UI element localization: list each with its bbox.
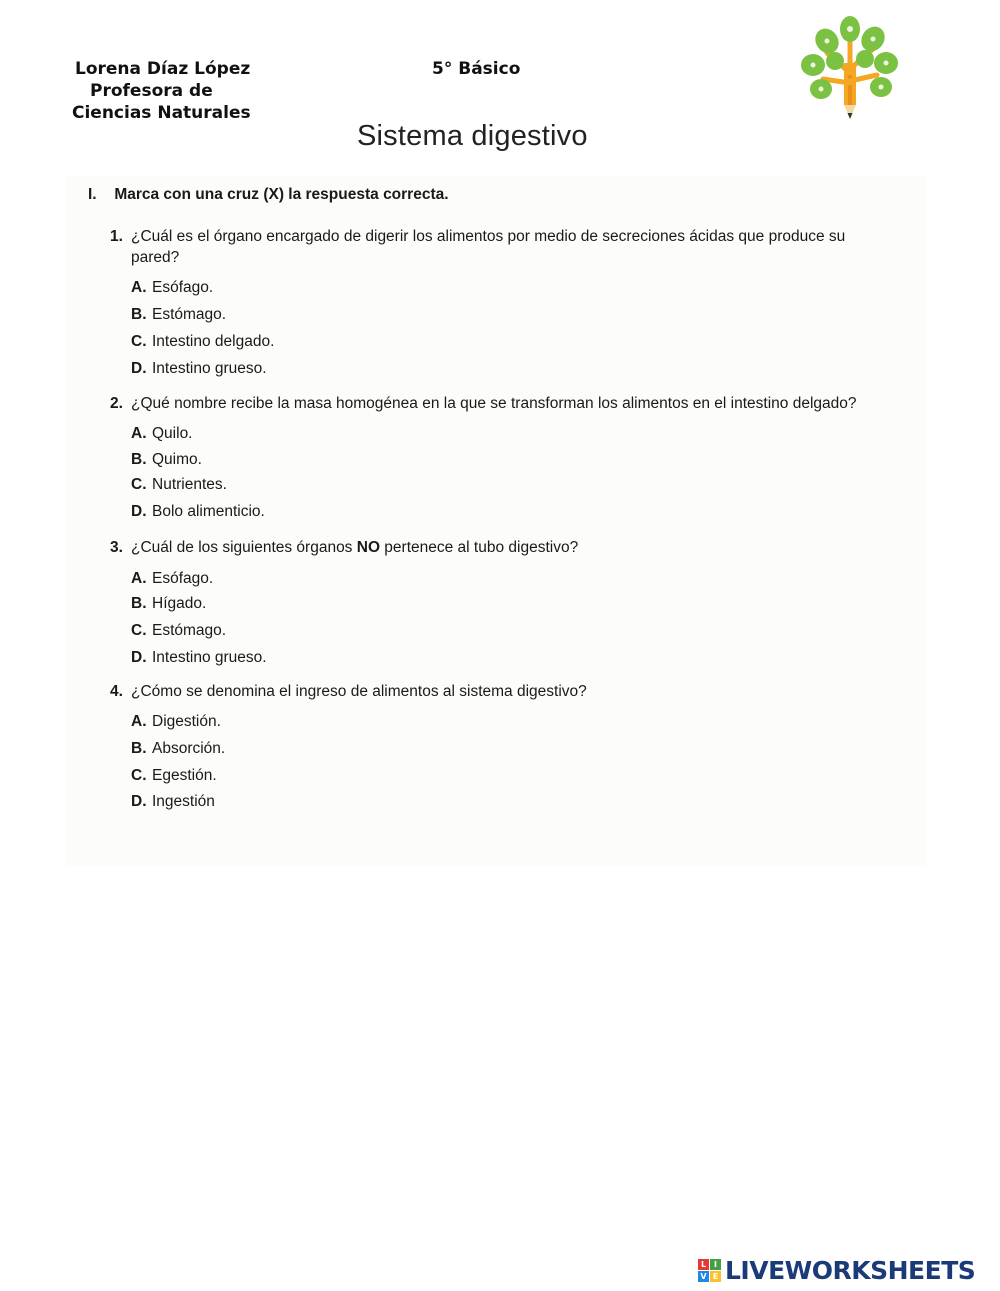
option-text: Intestino delgado. [152, 333, 275, 350]
question-1-option-b[interactable] [131, 305, 226, 325]
question-3-option-c[interactable] [131, 621, 226, 641]
option-text: Intestino grueso. [152, 649, 267, 666]
option-letter: A. [131, 425, 147, 442]
option-text: Digestión. [152, 713, 221, 730]
question-3-option-d[interactable] [131, 648, 267, 668]
question-4 [110, 681, 880, 702]
question-2-option-d[interactable] [131, 502, 265, 522]
option-letter: A. [131, 570, 147, 587]
question-number: 4. [110, 683, 123, 700]
question-4-option-c[interactable] [131, 766, 217, 786]
option-text: Absorción. [152, 740, 226, 757]
tree-pencil-logo-icon [797, 13, 903, 123]
option-text: Egestión. [152, 767, 217, 784]
option-letter: D. [131, 503, 147, 520]
option-letter: D. [131, 649, 147, 666]
question-text-emphasis: NO [356, 539, 380, 556]
liveworksheets-logo-icon [698, 1259, 721, 1282]
question-4-option-a[interactable] [131, 712, 221, 732]
option-letter: B. [131, 451, 147, 468]
question-3-option-a[interactable] [131, 569, 213, 589]
option-text: Intestino grueso. [152, 360, 267, 377]
question-2-option-a[interactable] [131, 424, 193, 444]
option-letter: C. [131, 333, 147, 350]
question-4-option-b[interactable] [131, 739, 225, 759]
question-3-option-b[interactable] [131, 594, 206, 614]
option-letter: B. [131, 740, 147, 757]
question-1-option-a[interactable] [131, 278, 213, 298]
teacher-role-line1: Profesora de [90, 81, 213, 101]
question-text-before: ¿Cuál de los siguientes órganos [131, 539, 357, 556]
pencil-lead [848, 113, 853, 119]
option-text: Esófago. [152, 570, 214, 587]
question-text: ¿Cómo se denomina el ingreso de alimentos al sistema digestivo? [131, 683, 587, 700]
option-text: Estómago. [152, 306, 227, 323]
question-number: 3. [110, 539, 123, 556]
question-2-option-b[interactable] [131, 450, 202, 470]
option-letter: D. [131, 360, 147, 377]
question-number: 1. [110, 228, 123, 245]
option-text: Quilo. [152, 425, 193, 442]
option-text: Esófago. [152, 279, 214, 296]
logo-tile: L [698, 1259, 709, 1270]
option-text: Estómago. [152, 622, 227, 639]
option-letter: C. [131, 476, 147, 493]
option-letter: C. [131, 767, 147, 784]
teacher-role-line2: Ciencias Naturales [72, 103, 251, 123]
option-letter: A. [131, 713, 147, 730]
option-letter: B. [131, 306, 147, 323]
question-1 [110, 226, 880, 268]
page-title: Sistema digestivo [357, 120, 588, 152]
liveworksheets-wordmark: LIVEWORKSHEETS [725, 1255, 976, 1285]
section-heading [88, 186, 449, 204]
question-2 [110, 393, 880, 414]
question-text-after: pertenece al tubo digestivo? [380, 539, 579, 556]
option-letter: B. [131, 595, 147, 612]
grade-level: 5° Básico [432, 59, 521, 79]
question-4-option-d[interactable] [131, 792, 215, 812]
option-text: Ingestión [152, 793, 215, 810]
option-letter: C. [131, 622, 147, 639]
section-roman-numeral: I. [88, 186, 97, 203]
option-text: Quimo. [152, 451, 202, 468]
teacher-name: Lorena Díaz López [75, 59, 251, 79]
question-text [131, 537, 880, 558]
question-1-option-c[interactable] [131, 332, 274, 352]
question-1-option-d[interactable] [131, 359, 267, 379]
logo-tile: E [710, 1271, 721, 1282]
option-text: Hígado. [152, 595, 207, 612]
section-instruction: Marca con una cruz (X) la respuesta correcta. [114, 186, 449, 203]
option-text: Nutrientes. [152, 476, 227, 493]
question-text: ¿Qué nombre recibe la masa homogénea en la que se transforman los alimentos en el intestino delgado? [131, 395, 857, 412]
logo-tile: V [698, 1271, 709, 1282]
option-letter: D. [131, 793, 147, 810]
logo-tile: I [710, 1259, 721, 1270]
option-text: Bolo alimenticio. [152, 503, 265, 520]
question-3 [110, 537, 880, 558]
liveworksheets-brand[interactable] [698, 1254, 975, 1286]
question-2-option-c[interactable] [131, 475, 227, 495]
option-letter: A. [131, 279, 147, 296]
question-text: ¿Cuál es el órgano encargado de digerir los alimentos por medio de secreciones ácidas que produce su pared? [131, 228, 846, 266]
question-number: 2. [110, 395, 123, 412]
